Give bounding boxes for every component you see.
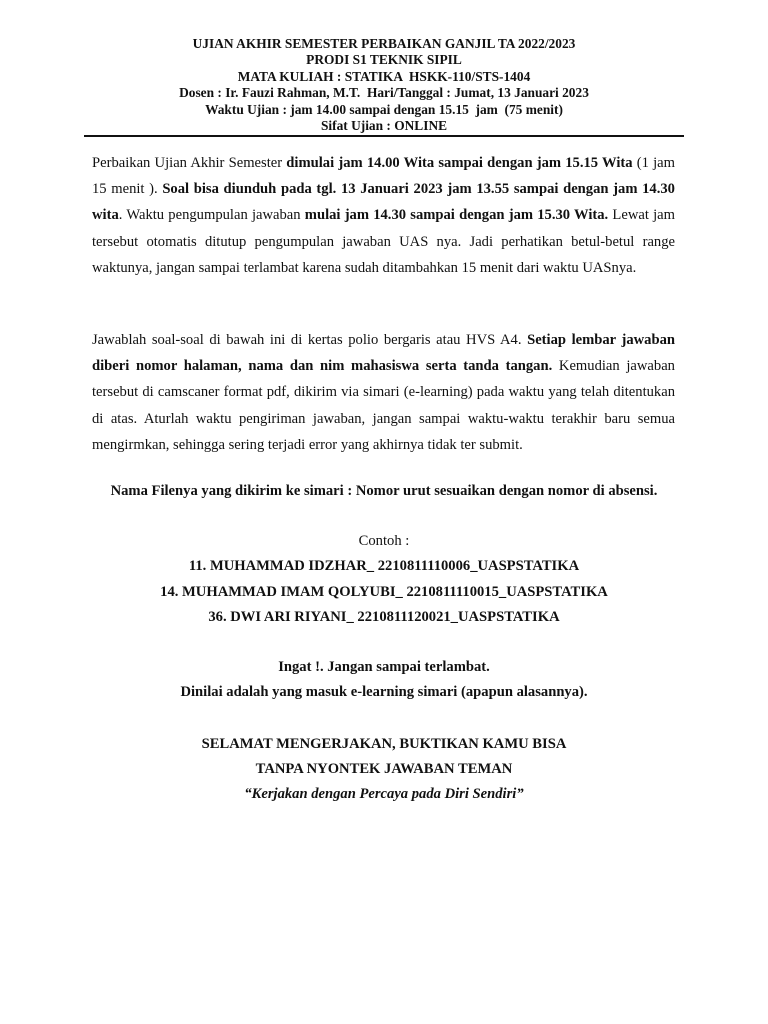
header-program: PRODI S1 TEKNIK SIPIL [306,52,462,68]
header-course: MATA KULIAH : STATIKA HSKK-110/STS-1404 [237,68,531,84]
header-title: UJIAN AKHIR SEMESTER PERBAIKAN GANJIL TA 2022/2023 [192,36,576,51]
reminder-late: Ingat !. Jangan sampai terlambat. [278,659,490,675]
paragraph-instructions [92,327,675,458]
example-item: 36. DWI ARI RIYANI_ 2210811120021_UASPSTATIKA [208,609,560,625]
example-item: 14. MUHAMMAD IMAM QOLYUBI_ 2210811110015_UASPSTATIKA [160,584,608,600]
example-item: 11. MUHAMMAD IDZHAR_ 2210811110006_UASPSTATIKA [188,558,580,574]
exam-header [0,36,768,134]
schedule-download: Soal bisa diunduh pada tgl. 13 Januari 2023 jam 13.55 sampai dengan jam 14.30 wita [92,181,675,224]
header-exam-mode: Sifat Ujian : ONLINE [320,118,448,134]
closing-line-2: TANPA NYONTEK JAWABAN TEMAN [255,761,513,777]
example-label: Contoh : [358,533,410,549]
schedule-text-2: (1 jam 15 menit ). [92,155,676,198]
schedule-start-end: dimulai jam 14.00 Wita sampai dengan jam 15.15 Wita [286,155,633,171]
reminder-graded: Dinilai adalah yang masuk e-learning simari (apapun alasannya). [180,684,588,700]
schedule-text-4: Lewat jam tersebut otomatis ditutup pengumpulan jawaban UAS nya. Jadi perhatikan betul-betul range waktunya, jangan sampai terlambat karena sudah ditambahkan 15 menit dari waktu UASnya. [92,207,675,276]
instructions-sheet-rules: Setiap lembar jawaban diberi nomor halaman, nama dan nim mahasiswa serta tanda tangan. [92,332,675,375]
filename-rule: Nama Filenya yang dikirim ke simari : Nomor urut sesuaikan dengan nomor di absensi. [110,483,658,499]
closing-quote: “Kerjakan dengan Percaya pada Diri Sendiri” [244,786,524,802]
instructions-text-2: Kemudian jawaban tersebut di camscaner format pdf, dikirim via simari (e-learning) pada waktu yang telah ditentukan di atas. Aturlah waktu pengiriman jawaban, jangan sampai waktu-waktu terakhir baru semua mengirmkan, sehingga sering terjadi error yang akhirnya tidak ter submit. [92,358,675,453]
schedule-submission: mulai jam 14.30 sampai dengan jam 15.30 Wita. [304,207,609,224]
header-divider [84,135,684,137]
instructions-text-1: Jawablah soal-soal di bawah ini di kertas polio bergaris atau HVS A4. [92,332,528,348]
schedule-text-3: . Waktu pengumpulan jawaban [118,207,305,224]
header-lecturer-date: Dosen : Ir. Fauzi Rahman, M.T. Hari/Tanggal : Jumat, 13 Januari 2023 [179,85,589,101]
paragraph-schedule [92,150,675,281]
closing-line-1: SELAMAT MENGERJAKAN, BUKTIKAN KAMU BISA [201,736,567,752]
schedule-text-1: Perbaikan Ujian Akhir Semester [92,155,287,171]
header-exam-time: Waktu Ujian : jam 14.00 sampai dengan 15.15 jam (75 menit) [205,101,563,117]
